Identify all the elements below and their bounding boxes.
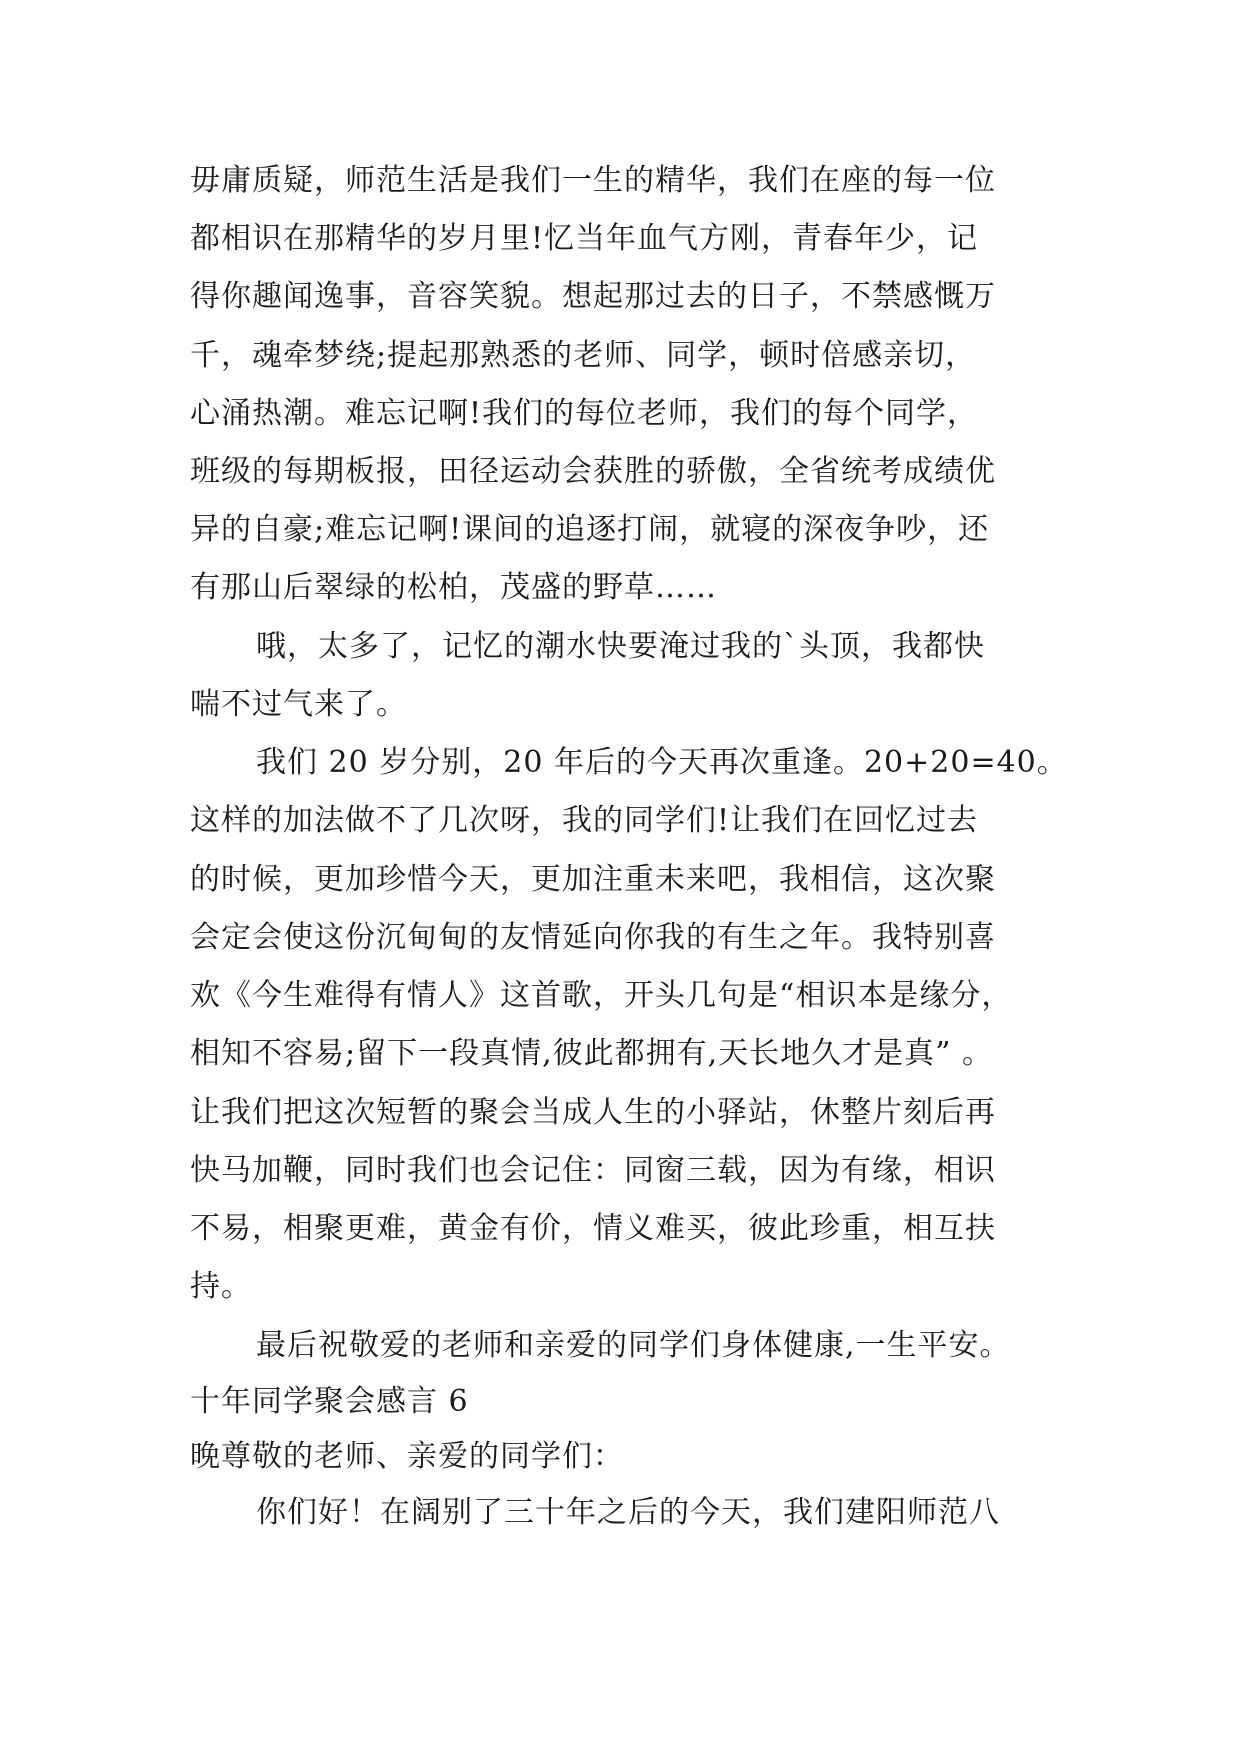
text-line: 千，魂牵梦绕;提起那熟悉的老师、同学，顿时倍感亲切， bbox=[190, 338, 977, 373]
paragraph-first-line: 最后祝敬爱的老师和亲爱的同学们身体健康,一生平安。 bbox=[256, 1328, 1011, 1363]
text-line: 喘不过气来了。 bbox=[190, 687, 407, 722]
text-line: 让我们把这次短暂的聚会当成人生的小驿站，休整片刻后再 bbox=[190, 1095, 996, 1130]
text-line: 不易，相聚更难，黄金有价，情义难买，彼此珍重，相互扶 bbox=[190, 1211, 996, 1246]
text-line: 毋庸质疑，师范生活是我们一生的精华，我们在座的每一位 bbox=[190, 163, 996, 198]
text-line: 异的自豪;难忘记啊!课间的追逐打闹，就寝的深夜争吵，还 bbox=[190, 512, 990, 547]
text-line: 会定会使这份沉甸甸的友情延向你我的有生之年。我特别喜 bbox=[190, 920, 996, 955]
paragraph-first-line: 哦，太多了，记忆的潮水快要淹过我的`头顶，我都快 bbox=[256, 629, 985, 664]
salutation: 晚尊敬的老师、亲爱的同学们： bbox=[190, 1439, 624, 1474]
text-line: 欢《今生难得有情人》这首歌，开头几句是“相识本是缘分， bbox=[190, 978, 1013, 1013]
paragraph-first-line: 你们好！在阔别了三十年之后的今天，我们建阳师范八 bbox=[256, 1495, 1000, 1530]
text-line: 快马加鞭，同时我们也会记住：同窗三载，因为有缘，相识 bbox=[190, 1153, 996, 1188]
text-line: 心涌热潮。难忘记啊!我们的每位老师，我们的每个同学， bbox=[190, 396, 979, 431]
text-line: 的时候，更加珍惜今天，更加注重未来吧，我相信，这次聚 bbox=[190, 862, 996, 897]
section-heading: 十年同学聚会感言 6 bbox=[190, 1384, 469, 1419]
text-line: 相知不容易;留下一段真情,彼此都拥有,天长地久才是真” 。 bbox=[190, 1036, 994, 1071]
text-line: 班级的每期板报，田径运动会获胜的骄傲，全省统考成绩优 bbox=[190, 454, 996, 489]
text-line: 这样的加法做不了几次呀，我的同学们!让我们在回忆过去 bbox=[190, 803, 979, 838]
text-line: 持。 bbox=[190, 1269, 252, 1304]
text-line: 有那山后翠绿的松柏，茂盛的野草…… bbox=[190, 570, 717, 605]
text-line: 都相识在那精华的岁月里!忆当年血气方刚，青春年少，记 bbox=[190, 221, 979, 256]
paragraph-first-line: 我们 20 岁分别，20 年后的今天再次重逢。20+20=40。 bbox=[256, 745, 1068, 780]
text-line: 得你趣闻逸事，音容笑貌。想起那过去的日子，不禁感慨万 bbox=[190, 279, 996, 314]
